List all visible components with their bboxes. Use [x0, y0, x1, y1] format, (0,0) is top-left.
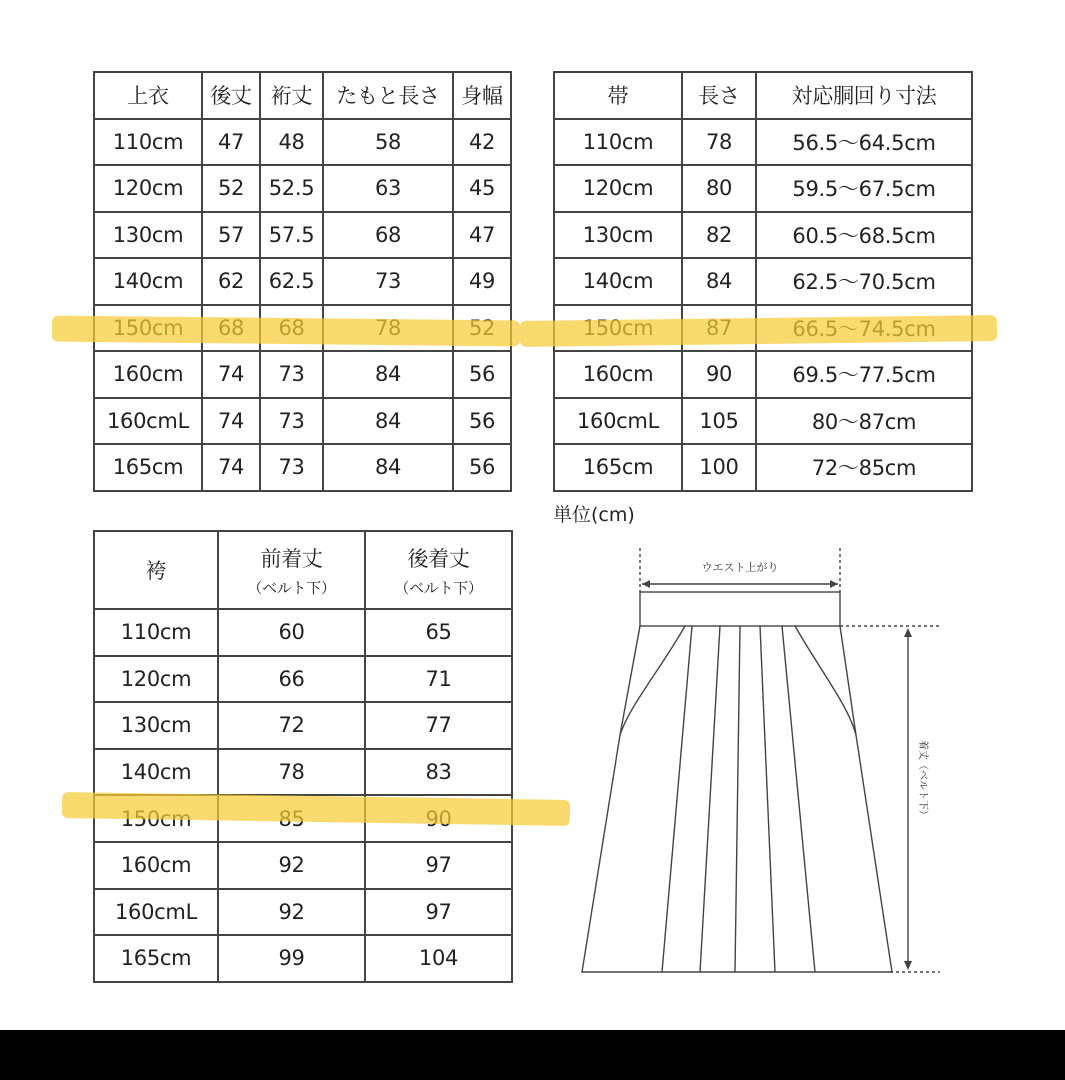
value-cell: 92 — [218, 889, 365, 936]
value-cell: 56 — [453, 351, 511, 398]
value-cell: 63 — [323, 165, 453, 212]
header-cell: 裄丈 — [260, 72, 323, 119]
value-cell: 105 — [682, 398, 756, 445]
value-cell: 47 — [202, 119, 260, 166]
size-cell: 165cm — [554, 444, 682, 491]
length-label: 着丈（ベルト下） — [917, 740, 928, 820]
value-cell: 97 — [365, 889, 512, 936]
table-row — [94, 258, 511, 305]
value-cell: 80～87cm — [756, 398, 972, 445]
hakama-diagram — [570, 540, 950, 985]
value-cell: 62.5～70.5cm — [756, 258, 972, 305]
header-cell: 後丈 — [202, 72, 260, 119]
value-cell: 47 — [453, 212, 511, 259]
value-cell: 74 — [202, 398, 260, 445]
value-cell: 60 — [218, 609, 365, 656]
value-cell: 42 — [453, 119, 511, 166]
table-row — [94, 351, 511, 398]
value-cell: 73 — [260, 398, 323, 445]
value-cell: 56 — [453, 398, 511, 445]
header-cell: たもと長さ — [323, 72, 453, 119]
table-row — [554, 258, 972, 305]
highlight-mark-top-left — [52, 316, 520, 347]
hakama-size-table — [93, 530, 513, 983]
value-cell: 80 — [682, 165, 756, 212]
size-cell: 160cmL — [94, 398, 202, 445]
pleat-line — [662, 626, 692, 972]
value-cell: 97 — [365, 842, 512, 889]
size-cell: 110cm — [94, 609, 218, 656]
value-cell: 90 — [682, 351, 756, 398]
waist-label: ウエスト上がり — [701, 561, 779, 574]
header-front-sub: （ベルト下） — [247, 578, 336, 597]
size-cell: 160cm — [554, 351, 682, 398]
right-slit — [795, 626, 856, 735]
length-arrowhead-top — [904, 628, 912, 637]
header-cell: 対応胴回り寸法 — [756, 72, 972, 119]
value-cell: 62.5 — [260, 258, 323, 305]
pleat-line — [700, 626, 720, 972]
size-cell: 120cm — [554, 165, 682, 212]
value-cell: 57 — [202, 212, 260, 259]
header-cell: 身幅 — [453, 72, 511, 119]
size-cell: 130cm — [94, 702, 218, 749]
table-row — [554, 398, 972, 445]
table-row — [94, 935, 512, 982]
size-cell: 140cm — [94, 749, 218, 796]
value-cell: 78 — [682, 119, 756, 166]
table-row — [94, 609, 512, 656]
size-cell: 120cm — [94, 165, 202, 212]
obi-size-table — [553, 71, 973, 492]
size-cell: 160cm — [94, 842, 218, 889]
value-cell: 58 — [323, 119, 453, 166]
header-cell: 帯 — [554, 72, 682, 119]
table-row — [94, 212, 511, 259]
size-cell: 160cmL — [94, 889, 218, 936]
pleat-line — [782, 626, 815, 972]
value-cell: 72～85cm — [756, 444, 972, 491]
table-row — [94, 749, 512, 796]
table-row — [554, 212, 972, 259]
pleat-line — [760, 626, 775, 972]
table-row — [94, 842, 512, 889]
value-cell: 62 — [202, 258, 260, 305]
value-cell: 99 — [218, 935, 365, 982]
pleat-line — [735, 626, 740, 972]
bottom-bar — [0, 1030, 1065, 1080]
header-cell — [218, 531, 365, 609]
value-cell: 73 — [323, 258, 453, 305]
waistband-outline — [640, 592, 840, 626]
value-cell: 60.5～68.5cm — [756, 212, 972, 259]
table-row — [94, 165, 511, 212]
value-cell: 59.5～67.5cm — [756, 165, 972, 212]
size-cell: 160cm — [94, 351, 202, 398]
table-row — [554, 351, 972, 398]
value-cell: 72 — [218, 702, 365, 749]
value-cell: 84 — [323, 398, 453, 445]
table-header-row — [94, 72, 511, 119]
header-back-label: 後着丈 — [407, 546, 470, 571]
header-cell: 上衣 — [94, 72, 202, 119]
waist-arrowhead-left — [642, 580, 650, 588]
top-garment-size-table — [93, 71, 512, 492]
size-cell: 160cmL — [554, 398, 682, 445]
value-cell: 49 — [453, 258, 511, 305]
value-cell: 45 — [453, 165, 511, 212]
value-cell: 69.5～77.5cm — [756, 351, 972, 398]
size-cell: 110cm — [554, 119, 682, 166]
value-cell: 73 — [260, 351, 323, 398]
size-cell: 120cm — [94, 656, 218, 703]
header-cell: 袴 — [94, 531, 218, 609]
table-row — [94, 889, 512, 936]
header-cell — [365, 531, 512, 609]
value-cell: 73 — [260, 444, 323, 491]
table-row — [554, 444, 972, 491]
table-row — [94, 119, 511, 166]
value-cell: 83 — [365, 749, 512, 796]
table-row — [554, 165, 972, 212]
header-back-sub: （ベルト下） — [394, 578, 483, 597]
value-cell: 74 — [202, 351, 260, 398]
size-cell: 110cm — [94, 119, 202, 166]
value-cell: 52.5 — [260, 165, 323, 212]
size-cell: 130cm — [94, 212, 202, 259]
value-cell: 48 — [260, 119, 323, 166]
value-cell: 65 — [365, 609, 512, 656]
header-cell: 長さ — [682, 72, 756, 119]
table-row — [94, 444, 511, 491]
value-cell: 92 — [218, 842, 365, 889]
value-cell: 77 — [365, 702, 512, 749]
value-cell: 84 — [682, 258, 756, 305]
value-cell: 100 — [682, 444, 756, 491]
length-arrowhead-bottom — [904, 961, 912, 970]
size-cell: 140cm — [554, 258, 682, 305]
waist-arrowhead-right — [830, 580, 838, 588]
unit-label: 単位(cm) — [553, 504, 635, 526]
value-cell: 56 — [453, 444, 511, 491]
value-cell: 68 — [323, 212, 453, 259]
value-cell: 57.5 — [260, 212, 323, 259]
value-cell: 56.5～64.5cm — [756, 119, 972, 166]
size-cell: 165cm — [94, 935, 218, 982]
value-cell: 84 — [323, 444, 453, 491]
value-cell: 66 — [218, 656, 365, 703]
value-cell: 74 — [202, 444, 260, 491]
value-cell: 71 — [365, 656, 512, 703]
value-cell: 52 — [202, 165, 260, 212]
header-front-label: 前着丈 — [260, 546, 323, 571]
size-cell: 140cm — [94, 258, 202, 305]
size-cell: 165cm — [94, 444, 202, 491]
table-row — [94, 398, 511, 445]
value-cell: 104 — [365, 935, 512, 982]
table-header-row — [554, 72, 972, 119]
table-row — [94, 702, 512, 749]
value-cell: 78 — [218, 749, 365, 796]
value-cell: 82 — [682, 212, 756, 259]
size-cell: 130cm — [554, 212, 682, 259]
table-row — [94, 656, 512, 703]
table-header-row — [94, 531, 512, 609]
table-row — [554, 119, 972, 166]
value-cell: 84 — [323, 351, 453, 398]
